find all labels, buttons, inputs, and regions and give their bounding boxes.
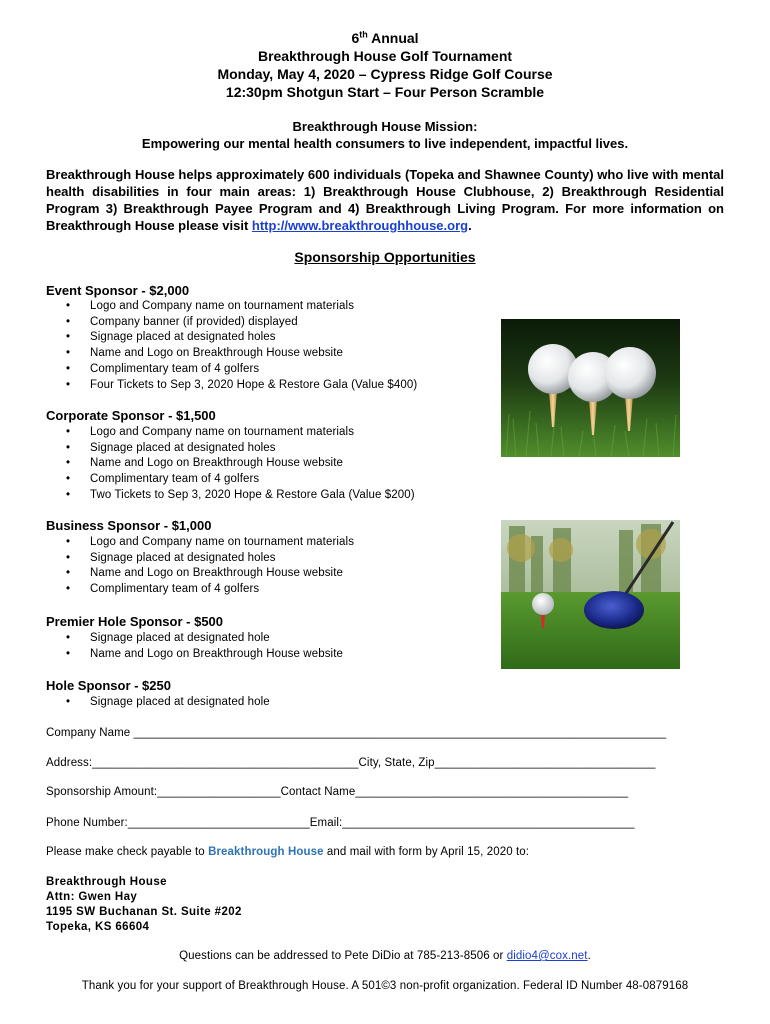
city-state-zip-label: City, State, Zip	[358, 757, 435, 769]
questions-after: .	[587, 950, 591, 962]
level-title-premier-hole: Premier Hole Sponsor - $500	[46, 614, 224, 629]
event-title: Breakthrough House Golf Tournament	[257, 48, 513, 64]
list-item: • Signage placed at designated hole	[64, 695, 270, 711]
address-field[interactable]: _________________________________________	[92, 757, 359, 769]
company-name-field[interactable]: __________________________________________________________________________________	[133, 727, 667, 739]
payment-payee: Breakthrough House	[208, 846, 324, 858]
payment-after: and mail with form by April 15, 2020 to:	[323, 846, 530, 858]
list-item: • Signage placed at designated holes	[64, 551, 354, 567]
golf-balls-illustration	[501, 319, 680, 457]
mission-label: Breakthrough House Mission:	[292, 119, 478, 134]
list-item: • Complimentary team of 4 golfers	[64, 362, 417, 378]
list-item: • Two Tickets to Sep 3, 2020 Hope & Restore Gala (Value $200)	[64, 488, 415, 504]
list-item: • Complimentary team of 4 golfers	[64, 472, 415, 488]
payment-instructions	[46, 846, 529, 858]
level-title-business: Business Sponsor - $1,000	[46, 518, 212, 533]
contact-name-field[interactable]: __________________________________________	[355, 786, 629, 798]
phone-email-row	[46, 817, 635, 829]
intro-after-link: .	[468, 218, 472, 233]
mailing-address-line-2: Attn: Gwen Hay	[46, 891, 138, 903]
footer-text: Thank you for your support of Breakthrough House. A 501©3 non-profit organization. Federal ID Number 48-0879168	[81, 980, 689, 992]
event-start-line: 12:30pm Shotgun Start – Four Person Scramble	[225, 84, 545, 100]
list-item: • Name and Logo on Breakthrough House website	[64, 456, 415, 472]
level-list-business	[64, 535, 354, 598]
company-name-label: Company Name	[46, 727, 131, 739]
intro-paragraph	[46, 166, 724, 234]
level-title-hole: Hole Sponsor - $250	[46, 678, 171, 693]
annual-number: 6	[351, 30, 360, 46]
annual-word: Annual	[371, 30, 419, 46]
list-item: • Signage placed at designated hole	[64, 631, 343, 647]
sponsorship-title-wrap	[0, 249, 770, 267]
event-date-line: Monday, May 4, 2020 – Cypress Ridge Golf Course	[217, 66, 553, 82]
questions-before: Questions can be addressed to Pete DiDio at 785-213-8506 or	[179, 950, 507, 962]
golf-club-photo	[501, 520, 680, 669]
list-item: • Logo and Company name on tournament materials	[64, 535, 354, 551]
phone-number-label: Phone Number:	[46, 817, 128, 829]
golf-balls-photo	[501, 319, 680, 457]
mailing-address-line-3: 1195 SW Buchanan St. Suite #202	[46, 906, 242, 918]
level-list-premier-hole	[64, 631, 343, 662]
mailing-address-line-4: Topeka, KS 66604	[46, 921, 150, 933]
intro-text: Breakthrough House helps approximately 600 individuals (Topeka and Shawnee County) who live with mental health disabilities in four main areas: 1) Breakthrough House Clubhouse, 2) Breakthrough Residential Program 3) Breakthrough Payee Program and 4) Breakthrough Living Program. For more information on Breakthrough House please visit	[46, 167, 724, 233]
sponsorship-title: Sponsorship Opportunities	[294, 249, 476, 265]
mailing-address-line-1: Breakthrough House	[46, 876, 167, 888]
level-list-event	[64, 299, 417, 393]
level-title-corporate: Corporate Sponsor - $1,500	[46, 408, 216, 423]
annual-superscript: th	[359, 29, 368, 40]
golf-club-illustration	[501, 520, 680, 669]
list-item: • Logo and Company name on tournament materials	[64, 425, 415, 441]
list-item: • Logo and Company name on tournament materials	[64, 299, 417, 315]
phone-number-field[interactable]: ____________________________	[127, 817, 310, 829]
list-item: • Name and Logo on Breakthrough House website	[64, 566, 354, 582]
annual-line	[0, 29, 770, 47]
list-item: • Signage placed at designated holes	[64, 330, 417, 346]
list-item: • Signage placed at designated holes	[64, 441, 415, 457]
level-list-corporate	[64, 425, 415, 504]
company-name-row	[46, 727, 666, 739]
email-label: Email:	[309, 817, 343, 829]
list-item: • Name and Logo on Breakthrough House website	[64, 647, 343, 663]
list-item: • Name and Logo on Breakthrough House website	[64, 346, 417, 362]
contact-email-link[interactable]: didio4@cox.net	[506, 950, 588, 962]
list-item: • Company banner (if provided) displayed	[64, 315, 417, 331]
sponsorship-amount-row	[46, 786, 628, 798]
mission-text: Empowering our mental health consumers to live independent, impactful lives.	[141, 136, 629, 151]
address-label: Address:	[46, 757, 93, 769]
address-row	[46, 757, 656, 769]
questions-line	[0, 950, 770, 962]
level-list-hole	[64, 695, 270, 711]
contact-name-label: Contact Name	[280, 786, 356, 798]
email-field[interactable]: _____________________________________________	[342, 817, 635, 829]
list-item: • Four Tickets to Sep 3, 2020 Hope & Restore Gala (Value $400)	[64, 378, 417, 394]
city-state-zip-field[interactable]: __________________________________	[434, 757, 656, 769]
payment-before: Please make check payable to	[46, 846, 209, 858]
website-link[interactable]: http://www.breakthroughhouse.org	[251, 218, 469, 233]
sponsorship-amount-field[interactable]: ___________________	[157, 786, 281, 798]
level-title-event: Event Sponsor - $2,000	[46, 283, 190, 298]
sponsorship-amount-label: Sponsorship Amount:	[46, 786, 158, 798]
list-item: • Complimentary team of 4 golfers	[64, 582, 354, 598]
